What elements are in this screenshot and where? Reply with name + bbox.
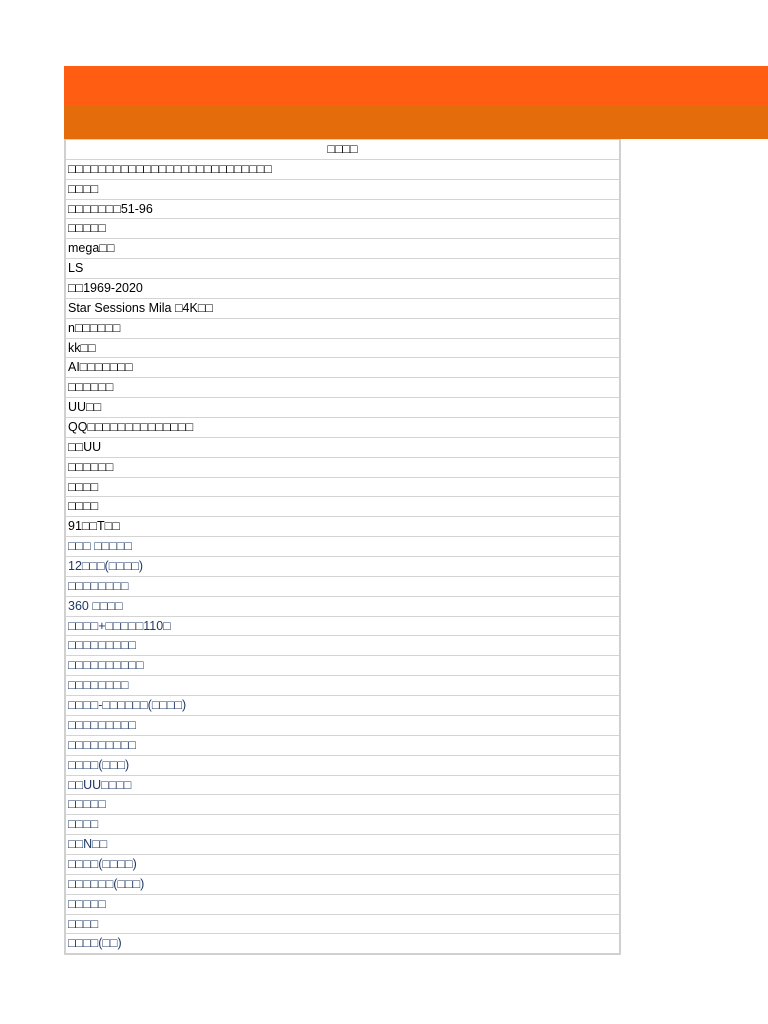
table-row-cell: 91□□T□□ — [66, 516, 619, 536]
table-row-cell: □□□□□□□□ — [66, 675, 619, 695]
spreadsheet-table — [64, 139, 621, 955]
table-row-cell: □□□□□□□51-96 — [66, 199, 619, 219]
table-row-cell: 12□□□(□□□□) — [66, 556, 619, 576]
table-row-cell: Star Sessions Mila □4K□□ — [66, 298, 619, 318]
table-row-cell: □□□□(□□□□) — [66, 854, 619, 874]
table-row-cell: □□□□ — [66, 477, 619, 497]
table-row-cell: 360 □□□□ — [66, 596, 619, 616]
table-row-cell: □□□□ — [66, 179, 619, 199]
table-row-cell: □□□□□□□□□ — [66, 735, 619, 755]
header-band-bottom — [64, 106, 768, 139]
table-row-cell: □□□□-□□□□□□(□□□□) — [66, 695, 619, 715]
table-row-cell: □□□□□□ — [66, 377, 619, 397]
table-row-cell: □□N□□ — [66, 834, 619, 854]
table-row-cell: □□□□+□□□□□110□ — [66, 616, 619, 636]
table-row-cell: □□□□□□□□□ — [66, 635, 619, 655]
table-row-cell: □□1969-2020 — [66, 278, 619, 298]
table-row-cell: □□□□(□□□) — [66, 755, 619, 775]
table-row-cell: LS — [66, 258, 619, 278]
table-row-cell: □□□ □□□□□ — [66, 536, 619, 556]
table-row-cell: □□□□ — [66, 914, 619, 934]
table-row-cell: □□UU — [66, 437, 619, 457]
table-row-cell: □□□□(□□) — [66, 933, 619, 953]
table-row-cell: QQ□□□□□□□□□□□□□□ — [66, 417, 619, 437]
table-row-cell: UU□□ — [66, 397, 619, 417]
table-header-cell: □□□□ — [66, 139, 619, 159]
table-row-cell: □□□□ — [66, 814, 619, 834]
table-row-cell: n□□□□□□ — [66, 318, 619, 338]
table-row-cell: □□□□□□□□□ — [66, 715, 619, 735]
table-row-cell: □□UU□□□□ — [66, 775, 619, 795]
table-row-cell: □□□□□□(□□□) — [66, 874, 619, 894]
table-row-cell: AI□□□□□□□ — [66, 357, 619, 377]
table-row-cell: □□□□□ — [66, 218, 619, 238]
table-row-cell: □□□□□□ — [66, 457, 619, 477]
table-row-cell: □□□□ — [66, 496, 619, 516]
table-row-cell: kk□□ — [66, 338, 619, 358]
table-row-cell: □□□□□ — [66, 894, 619, 914]
table-row-cell: □□□□□□□□□□ — [66, 655, 619, 675]
table-row-cell: □□□□□ — [66, 794, 619, 814]
table-row-cell: □□□□□□□□ — [66, 576, 619, 596]
header-band-top — [64, 66, 768, 106]
table-row-cell: mega□□ — [66, 238, 619, 258]
table-row-cell: □□□□□□□□□□□□□□□□□□□□□□□□□□□ — [66, 159, 619, 179]
